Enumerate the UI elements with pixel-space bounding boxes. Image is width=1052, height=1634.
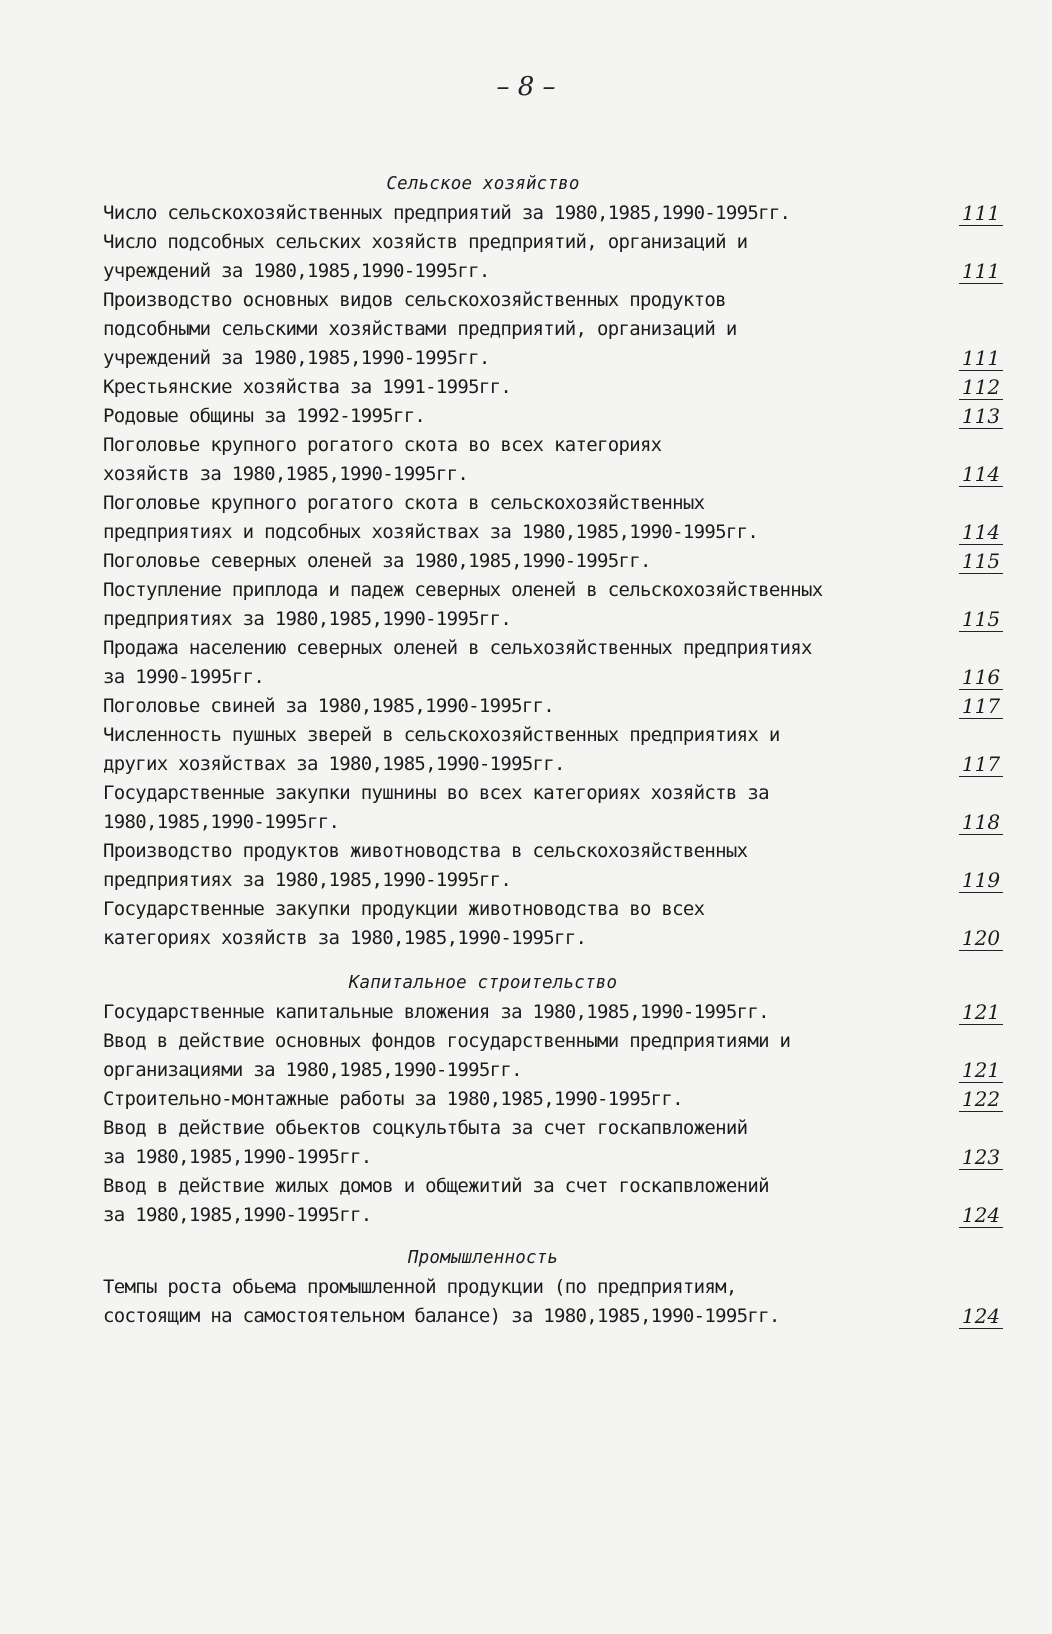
entry-text: других хозяйствах за 1980,1985,1990-1995гг. — [103, 753, 565, 775]
entry-page-number: 111 — [959, 346, 1003, 371]
toc-entry — [103, 199, 1003, 228]
entry-text: предприятиях за 1980,1985,1990-1995гг. — [103, 608, 512, 630]
entry-text: Производство продуктов животноводства в сельскохозяйственных — [103, 840, 748, 862]
entry-text: Поголовье свиней за 1980,1985,1990-1995гг. — [103, 695, 555, 717]
entry-text: хозяйств за 1980,1985,1990-1995гг. — [103, 463, 469, 485]
entry-text: Строительно-монтажные работы за 1980,1985,1990-1995гг. — [103, 1088, 683, 1110]
entry-page-number: 119 — [959, 868, 1003, 893]
entry-page-number: 120 — [959, 926, 1003, 951]
entry-text: состоящим на самостоятельном балансе) за 1980,1985,1990-1995гг. — [103, 1305, 780, 1327]
entry-text: Поголовье крупного рогатого скота во всех категориях — [103, 434, 662, 456]
entry-text: Поголовье крупного рогатого скота в сельскохозяйственных — [103, 492, 705, 514]
section-title: Сельское хозяйство — [386, 174, 580, 194]
section-industry — [103, 1244, 1003, 1331]
entry-text: категориях хозяйств за 1980,1985,1990-1995гг. — [103, 927, 587, 949]
entry-text: за 1980,1985,1990-1995гг. — [103, 1204, 372, 1226]
table-of-contents — [103, 170, 1003, 1331]
entry-page-number: 113 — [959, 404, 1003, 429]
entry-text: Темпы роста обьема промышленной продукции (по предприятиям, — [103, 1276, 737, 1298]
entry-page-number: 123 — [959, 1145, 1003, 1170]
entry-text: Численность пушных зверей в сельскохозяйственных предприятиях и — [103, 724, 780, 746]
entry-text: организациями за 1980,1985,1990-1995гг. — [103, 1059, 522, 1081]
section-agriculture — [103, 170, 1003, 953]
toc-entry — [103, 692, 1003, 721]
entry-text: учреждений за 1980,1985,1990-1995гг. — [103, 260, 490, 282]
entry-text: Родовые общины за 1992-1995гг. — [103, 405, 426, 427]
entry-page-number: 115 — [959, 607, 1003, 632]
entry-text: Ввод в действие обьектов соцкультбыта за счет госкапвложений — [103, 1117, 748, 1139]
section-title: Промышленность — [407, 1248, 559, 1268]
toc-entry — [103, 1273, 1003, 1331]
toc-entry — [103, 1027, 1003, 1085]
entry-text: Продажа населению северных оленей в сельхозяйственных предприятиях — [103, 637, 812, 659]
entry-text: предприятиях и подсобных хозяйствах за 1980,1985,1990-1995гг. — [103, 521, 759, 543]
entry-page-number: 118 — [959, 810, 1003, 835]
entry-text: учреждений за 1980,1985,1990-1995гг. — [103, 347, 490, 369]
entry-page-number: 122 — [959, 1087, 1003, 1112]
toc-entry — [103, 634, 1003, 692]
entry-page-number: 117 — [959, 694, 1003, 719]
section-gap — [103, 1230, 1003, 1244]
entry-text: Число подсобных сельских хозяйств предприятий, организаций и — [103, 231, 748, 253]
entry-page-number: 116 — [959, 665, 1003, 690]
entry-text: за 1980,1985,1990-1995гг. — [103, 1146, 372, 1168]
entry-text: 1980,1985,1990-1995гг. — [103, 811, 340, 833]
entry-text: за 1990-1995гг. — [103, 666, 265, 688]
toc-entry — [103, 489, 1003, 547]
entry-text: Государственные капитальные вложения за 1980,1985,1990-1995гг. — [103, 1001, 769, 1023]
entry-text: Ввод в действие основных фондов государственными предприятиями и — [103, 1030, 791, 1052]
toc-entry — [103, 779, 1003, 837]
entry-text: Крестьянские хозяйства за 1991-1995гг. — [103, 376, 512, 398]
entry-text: Государственные закупки пушнины во всех категориях хозяйств за — [103, 782, 769, 804]
entry-text: подсобными сельскими хозяйствами предприятий, организаций и — [103, 318, 737, 340]
toc-entry — [103, 431, 1003, 489]
toc-entry — [103, 998, 1003, 1027]
toc-entry — [103, 721, 1003, 779]
entry-page-number: 114 — [959, 462, 1003, 487]
toc-entry — [103, 1172, 1003, 1230]
section-title: Капитальное строительство — [348, 973, 618, 993]
entry-page-number: 124 — [959, 1203, 1003, 1228]
entry-text: Поголовье северных оленей за 1980,1985,1990-1995гг. — [103, 550, 651, 572]
entry-page-number: 112 — [959, 375, 1003, 400]
toc-entry — [103, 373, 1003, 402]
entry-page-number: 121 — [959, 1058, 1003, 1083]
toc-entry — [103, 1085, 1003, 1114]
page-number: – 8 – — [496, 72, 556, 102]
toc-entry — [103, 286, 1003, 373]
toc-entry — [103, 576, 1003, 634]
entry-text: Производство основных видов сельскохозяйственных продуктов — [103, 289, 726, 311]
entry-page-number: 115 — [959, 549, 1003, 574]
entry-page-number: 117 — [959, 752, 1003, 777]
entry-page-number: 121 — [959, 1000, 1003, 1025]
entry-page-number: 124 — [959, 1304, 1003, 1329]
toc-entry — [103, 895, 1003, 953]
entry-page-number: 111 — [959, 259, 1003, 284]
section-gap — [103, 953, 1003, 969]
entry-page-number: 111 — [959, 201, 1003, 226]
toc-entry — [103, 228, 1003, 286]
entry-page-number: 114 — [959, 520, 1003, 545]
entry-text: Государственные закупки продукции животноводства во всех — [103, 898, 705, 920]
entry-text: Число сельскохозяйственных предприятий за 1980,1985,1990-1995гг. — [103, 202, 791, 224]
toc-entry — [103, 402, 1003, 431]
toc-entry — [103, 547, 1003, 576]
section-capital-construction — [103, 969, 1003, 1230]
toc-entry — [103, 837, 1003, 895]
entry-text: Поступление приплода и падеж северных оленей в сельскохозяйственных — [103, 579, 823, 601]
entry-text: Ввод в действие жилых домов и общежитий за счет госкапвложений — [103, 1175, 769, 1197]
entry-text: предприятиях за 1980,1985,1990-1995гг. — [103, 869, 512, 891]
toc-entry — [103, 1114, 1003, 1172]
